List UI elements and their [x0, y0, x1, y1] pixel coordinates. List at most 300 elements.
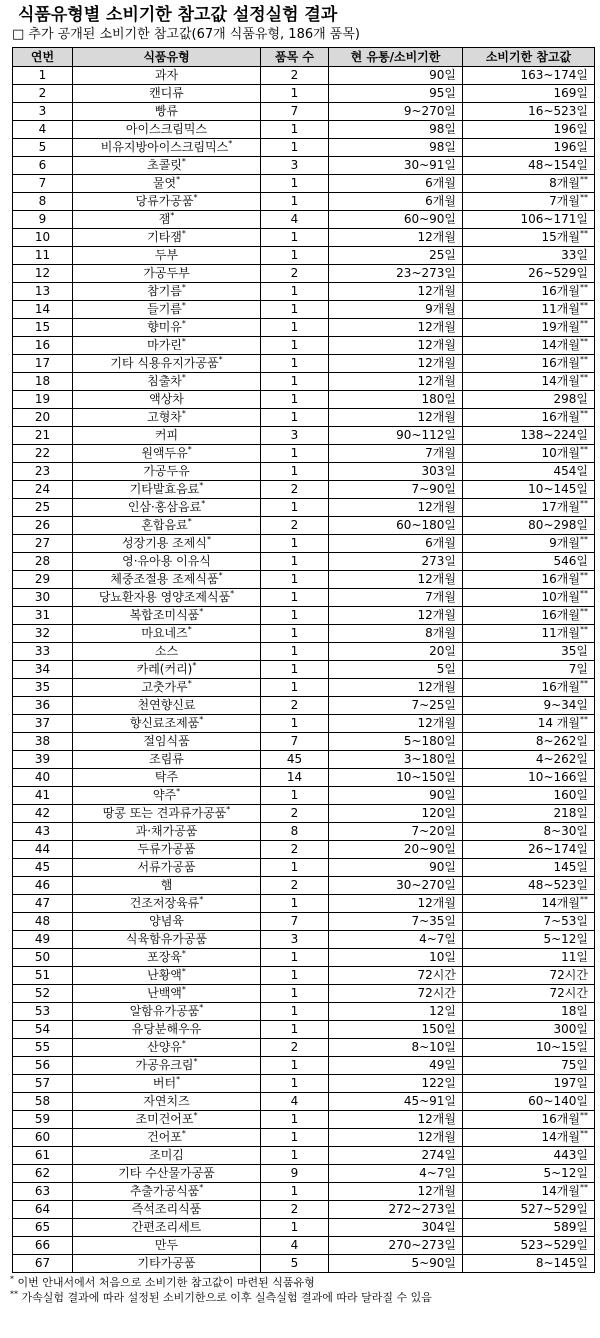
footnote-mark: **	[580, 229, 588, 238]
cell-current-date-text: 120일	[421, 806, 456, 820]
cell-current-date-text: 12개월	[417, 680, 456, 694]
cell-reference-value-text: 10~166일	[528, 770, 588, 784]
table-header-row	[13, 48, 595, 67]
cell-current-date	[329, 67, 463, 85]
cell-current-date-text: 8~10일	[411, 1040, 456, 1054]
cell-food-type-text: 즉석조리식품	[131, 1202, 202, 1216]
cell-no-text: 37	[34, 716, 51, 730]
cell-current-date	[329, 1129, 463, 1147]
footnote-text: 이번 안내서에서 처음으로 소비기한 참고값이 마련된 식품유형	[17, 1276, 315, 1289]
cell-current-date-text: 7개월	[425, 590, 456, 604]
cell-item-count-text: 1	[290, 788, 299, 802]
table-row	[13, 679, 595, 697]
cell-item-count-text: 2	[290, 518, 299, 532]
cell-food-type	[73, 211, 261, 229]
cell-reference-value	[463, 715, 595, 733]
cell-item-count-text: 1	[290, 680, 299, 694]
footnote-mark: *	[230, 589, 235, 598]
cell-current-date	[329, 157, 463, 175]
footnote-mark: *	[181, 949, 186, 958]
cell-item-count-text: 1	[290, 644, 299, 658]
cell-food-type	[73, 373, 261, 391]
cell-reference-value	[463, 1003, 595, 1021]
cell-no	[13, 499, 73, 517]
cell-reference-value-text: 16개월	[541, 572, 580, 586]
table-row	[13, 895, 595, 913]
cell-item-count	[261, 1201, 329, 1219]
cell-food-type	[73, 823, 261, 841]
cell-no	[13, 571, 73, 589]
cell-reference-value-text: 75일	[561, 1058, 588, 1072]
cell-current-date-text: 10일	[429, 950, 456, 964]
cell-no-text: 17	[34, 356, 51, 370]
footnote-mark: **	[580, 589, 588, 598]
cell-current-date-text: 90일	[429, 860, 456, 874]
cell-food-type-text: 체중조절용 조제식품	[110, 572, 219, 586]
cell-food-type-text: 간편조리세트	[131, 1220, 202, 1234]
cell-no	[13, 769, 73, 787]
cell-item-count	[261, 769, 329, 787]
cell-no	[13, 985, 73, 1003]
cell-no	[13, 1237, 73, 1255]
cell-reference-value	[463, 1021, 595, 1039]
cell-no	[13, 229, 73, 247]
cell-reference-value	[463, 139, 595, 157]
cell-no-text: 42	[34, 806, 51, 820]
cell-reference-value	[463, 409, 595, 427]
cell-item-count	[261, 121, 329, 139]
table-row	[13, 859, 595, 877]
table-row	[13, 1183, 595, 1201]
cell-no-text: 48	[34, 914, 51, 928]
cell-current-date-text: 12개월	[417, 608, 456, 622]
cell-food-type	[73, 1093, 261, 1111]
footnote-mark: *	[181, 157, 186, 166]
cell-current-date	[329, 751, 463, 769]
table-row	[13, 625, 595, 643]
cell-current-date	[329, 967, 463, 985]
cell-food-type	[73, 841, 261, 859]
cell-current-date-text: 274일	[421, 1148, 456, 1162]
cell-food-type-text: 약주	[152, 788, 177, 802]
cell-reference-value	[463, 733, 595, 751]
cell-item-count-text: 1	[290, 590, 299, 604]
cell-food-type-text: 기타발효음료	[129, 482, 200, 496]
cell-item-count-text: 3	[290, 158, 299, 172]
header-item-count: 품목 수	[261, 48, 329, 67]
cell-food-type-text: 난황액	[147, 968, 182, 982]
cell-reference-value-text: 16~523일	[528, 104, 588, 118]
cell-reference-value	[463, 517, 595, 535]
cell-food-type	[73, 229, 261, 247]
cell-current-date	[329, 283, 463, 301]
cell-reference-value	[463, 823, 595, 841]
footnote-mark: **	[580, 499, 588, 508]
cell-current-date-text: 303일	[421, 464, 456, 478]
cell-current-date-text: 7~35일	[411, 914, 456, 928]
cell-current-date-text: 12개월	[417, 374, 456, 388]
cell-no	[13, 355, 73, 373]
document-subtitle: □ 추가 공개된 소비기한 참고값(67개 식품유형, 186개 품목)	[12, 27, 361, 42]
cell-current-date-text: 12개월	[417, 572, 456, 586]
cell-item-count-text: 1	[290, 446, 299, 460]
cell-no	[13, 661, 73, 679]
table-row	[13, 985, 595, 1003]
cell-item-count	[261, 283, 329, 301]
cell-current-date	[329, 373, 463, 391]
cell-item-count	[261, 661, 329, 679]
cell-no-text: 59	[34, 1112, 51, 1126]
document-title: 식품유형별 소비기한 참고값 설정실험 결과	[18, 5, 338, 25]
cell-current-date-text: 12개월	[417, 230, 456, 244]
cell-food-type	[73, 553, 261, 571]
cell-reference-value	[463, 625, 595, 643]
cell-no	[13, 1057, 73, 1075]
cell-no	[13, 553, 73, 571]
cell-item-count	[261, 553, 329, 571]
cell-no	[13, 85, 73, 103]
cell-item-count-text: 4	[290, 1238, 299, 1252]
table-row	[13, 1129, 595, 1147]
cell-no	[13, 1129, 73, 1147]
cell-food-type	[73, 625, 261, 643]
cell-reference-value	[463, 679, 595, 697]
cell-reference-value-text: 11일	[561, 950, 588, 964]
cell-item-count-text: 1	[290, 986, 299, 1000]
cell-current-date-text: 4~7일	[419, 932, 456, 946]
cell-reference-value	[463, 103, 595, 121]
table-row	[13, 697, 595, 715]
cell-reference-value-text: 10개월	[541, 446, 580, 460]
table-row	[13, 1093, 595, 1111]
cell-food-type-text: 두부	[154, 248, 179, 262]
cell-reference-value-text: 16개월	[541, 1112, 580, 1126]
table-row	[13, 553, 595, 571]
cell-reference-value-text: 5~12일	[543, 1166, 588, 1180]
cell-food-type-text: 서류가공품	[137, 860, 196, 874]
cell-no	[13, 535, 73, 553]
table-row	[13, 319, 595, 337]
cell-current-date	[329, 715, 463, 733]
cell-current-date-text: 20~90일	[403, 842, 456, 856]
cell-no-text: 22	[34, 446, 51, 460]
cell-food-type	[73, 427, 261, 445]
cell-reference-value	[463, 643, 595, 661]
cell-item-count	[261, 895, 329, 913]
cell-item-count-text: 1	[290, 1220, 299, 1234]
cell-no-text: 49	[34, 932, 51, 946]
footnote-mark: **	[580, 895, 588, 904]
cell-reference-value	[463, 769, 595, 787]
cell-no	[13, 1075, 73, 1093]
footnote-mark: *	[176, 1075, 181, 1084]
footnote-mark: *	[199, 1003, 204, 1012]
cell-reference-value	[463, 1147, 595, 1165]
footnote-mark: *	[181, 373, 186, 382]
cell-reference-value	[463, 859, 595, 877]
footnote-mark: *	[218, 355, 223, 364]
table-row	[13, 751, 595, 769]
cell-current-date	[329, 1003, 463, 1021]
cell-no	[13, 967, 73, 985]
footnote-mark: *	[193, 193, 198, 202]
cell-current-date	[329, 391, 463, 409]
cell-current-date	[329, 1219, 463, 1237]
cell-no-text: 23	[34, 464, 51, 478]
cell-reference-value-text: 18일	[561, 1004, 588, 1018]
cell-food-type	[73, 985, 261, 1003]
cell-no	[13, 1147, 73, 1165]
cell-item-count-text: 3	[290, 932, 299, 946]
cell-food-type-text: 땅콩 또는 견과류가공품	[102, 806, 227, 820]
cell-item-count-text: 2	[290, 842, 299, 856]
footnote-mark: **	[580, 301, 588, 310]
cell-food-type	[73, 409, 261, 427]
cell-item-count	[261, 139, 329, 157]
cell-food-type-text: 절임식품	[143, 734, 190, 748]
cell-item-count	[261, 607, 329, 625]
cell-food-type-text: 향미유	[147, 320, 182, 334]
cell-food-type-text: 기타 식용유지가공품	[110, 356, 219, 370]
cell-food-type-text: 당뇨환자용 영양조제식품	[98, 590, 231, 604]
cell-reference-value-text: 7일	[568, 662, 588, 676]
cell-current-date	[329, 535, 463, 553]
cell-no-text: 24	[34, 482, 51, 496]
cell-item-count-text: 1	[290, 536, 299, 550]
cell-item-count-text: 1	[290, 320, 299, 334]
cell-item-count-text: 1	[290, 374, 299, 388]
cell-current-date	[329, 931, 463, 949]
footnote-mark: *	[218, 571, 223, 580]
cell-reference-value-text: 298일	[553, 392, 588, 406]
footnote-mark: *	[199, 607, 204, 616]
cell-item-count-text: 9	[290, 1166, 299, 1180]
cell-food-type	[73, 877, 261, 895]
cell-reference-value	[463, 967, 595, 985]
cell-no	[13, 337, 73, 355]
cell-food-type-text: 혼합음료	[141, 518, 188, 532]
cell-reference-value-text: 48~154일	[528, 158, 588, 172]
cell-current-date-text: 8개월	[425, 626, 456, 640]
cell-food-type	[73, 301, 261, 319]
cell-food-type-text: 향신료조제품	[129, 716, 200, 730]
cell-current-date-text: 270~273일	[388, 1238, 456, 1252]
table-row	[13, 1057, 595, 1075]
cell-item-count	[261, 1111, 329, 1129]
cell-current-date-text: 12개월	[417, 500, 456, 514]
cell-food-type	[73, 193, 261, 211]
cell-no-text: 36	[34, 698, 51, 712]
cell-item-count-text: 1	[290, 626, 299, 640]
cell-no-text: 60	[34, 1130, 51, 1144]
cell-reference-value-text: 5~12일	[543, 932, 588, 946]
cell-no	[13, 805, 73, 823]
table-row	[13, 571, 595, 589]
cell-food-type-text: 커피	[154, 428, 179, 442]
cell-item-count-text: 4	[290, 212, 299, 226]
cell-food-type	[73, 121, 261, 139]
cell-no-text: 64	[34, 1202, 51, 1216]
cell-item-count	[261, 715, 329, 733]
cell-item-count-text: 2	[290, 1202, 299, 1216]
cell-food-type	[73, 463, 261, 481]
cell-food-type	[73, 1255, 261, 1273]
cell-current-date-text: 10~150일	[396, 770, 456, 784]
cell-no	[13, 697, 73, 715]
footnote-mark: **	[580, 445, 588, 454]
cell-reference-value-text: 16개월	[541, 608, 580, 622]
cell-item-count-text: 1	[290, 284, 299, 298]
cell-item-count	[261, 1057, 329, 1075]
cell-reference-value-text: 145일	[553, 860, 588, 874]
cell-item-count	[261, 841, 329, 859]
cell-reference-value-text: 4~262일	[535, 752, 588, 766]
cell-no	[13, 103, 73, 121]
cell-item-count	[261, 1183, 329, 1201]
table-row	[13, 103, 595, 121]
cell-no	[13, 409, 73, 427]
footnote-mark: *	[199, 481, 204, 490]
cell-item-count	[261, 985, 329, 1003]
cell-no	[13, 589, 73, 607]
cell-food-type	[73, 67, 261, 85]
cell-reference-value-text: 454일	[553, 464, 588, 478]
cell-item-count-text: 1	[290, 302, 299, 316]
cell-item-count-text: 2	[290, 878, 299, 892]
cell-no	[13, 247, 73, 265]
cell-no-text: 51	[34, 968, 51, 982]
cell-item-count-text: 7	[290, 914, 299, 928]
footnote-mark: **	[580, 373, 588, 382]
cell-item-count	[261, 247, 329, 265]
table-row	[13, 1147, 595, 1165]
cell-item-count	[261, 463, 329, 481]
cell-item-count	[261, 1255, 329, 1273]
cell-item-count-text: 7	[290, 104, 299, 118]
cell-food-type	[73, 733, 261, 751]
cell-no-text: 38	[34, 734, 51, 748]
cell-food-type	[73, 805, 261, 823]
cell-current-date	[329, 949, 463, 967]
cell-no-text: 18	[34, 374, 51, 388]
cell-food-type	[73, 1075, 261, 1093]
cell-item-count	[261, 1021, 329, 1039]
cell-current-date	[329, 841, 463, 859]
cell-current-date	[329, 1057, 463, 1075]
table-row	[13, 1111, 595, 1129]
cell-food-type-text: 카레(커리)	[136, 662, 193, 676]
footnote-mark: **	[580, 625, 588, 634]
cell-reference-value	[463, 1165, 595, 1183]
reference-table	[12, 47, 595, 1273]
cell-item-count-text: 1	[290, 464, 299, 478]
cell-reference-value-text: 9개월	[549, 536, 580, 550]
table-row	[13, 733, 595, 751]
cell-no-text: 66	[34, 1238, 51, 1252]
cell-current-date	[329, 247, 463, 265]
cell-food-type	[73, 1003, 261, 1021]
cell-no-text: 67	[34, 1256, 51, 1270]
table-row	[13, 769, 595, 787]
cell-current-date	[329, 139, 463, 157]
cell-food-type-text: 영·유아용 이유식	[122, 554, 211, 568]
cell-reference-value	[463, 1201, 595, 1219]
cell-item-count-text: 3	[290, 428, 299, 442]
cell-no-text: 52	[34, 986, 51, 1000]
table-row	[13, 409, 595, 427]
cell-no	[13, 859, 73, 877]
cell-reference-value	[463, 985, 595, 1003]
cell-reference-value-text: 9~34일	[543, 698, 588, 712]
cell-item-count	[261, 301, 329, 319]
header-no: 연번	[13, 48, 73, 67]
cell-no	[13, 787, 73, 805]
cell-food-type	[73, 319, 261, 337]
cell-current-date	[329, 661, 463, 679]
footnote-2	[10, 1290, 596, 1305]
cell-reference-value-text: 14개월	[541, 1130, 580, 1144]
cell-reference-value	[463, 1255, 595, 1273]
table-row	[13, 175, 595, 193]
cell-reference-value	[463, 463, 595, 481]
cell-item-count	[261, 1219, 329, 1237]
footnote-mark: *	[181, 1129, 186, 1138]
cell-current-date	[329, 1201, 463, 1219]
cell-item-count-text: 7	[290, 734, 299, 748]
cell-no	[13, 67, 73, 85]
cell-food-type-text: 과자	[154, 68, 179, 82]
cell-no	[13, 481, 73, 499]
cell-no-text: 62	[34, 1166, 51, 1180]
cell-food-type	[73, 247, 261, 265]
cell-food-type	[73, 679, 261, 697]
cell-no	[13, 1165, 73, 1183]
cell-current-date-text: 12개월	[417, 284, 456, 298]
cell-no-text: 20	[34, 410, 51, 424]
cell-current-date-text: 4~7일	[419, 1166, 456, 1180]
cell-no-text: 11	[34, 248, 51, 262]
cell-reference-value	[463, 1075, 595, 1093]
cell-current-date-text: 7개월	[425, 446, 456, 460]
cell-no-text: 4	[38, 122, 47, 136]
cell-reference-value-text: 11개월	[541, 626, 580, 640]
cell-current-date-text: 49일	[429, 1058, 456, 1072]
cell-no	[13, 643, 73, 661]
cell-food-type	[73, 859, 261, 877]
cell-reference-value	[463, 85, 595, 103]
cell-item-count-text: 1	[290, 500, 299, 514]
cell-reference-value	[463, 787, 595, 805]
cell-item-count-text: 8	[290, 824, 299, 838]
footnote-mark: **	[580, 319, 588, 328]
cell-reference-value-text: 14개월	[541, 1184, 580, 1198]
cell-current-date	[329, 805, 463, 823]
cell-no-text: 12	[34, 266, 51, 280]
cell-current-date	[329, 1237, 463, 1255]
cell-current-date	[329, 1255, 463, 1273]
cell-reference-value-text: 160일	[553, 788, 588, 802]
table-row	[13, 301, 595, 319]
cell-food-type	[73, 571, 261, 589]
cell-food-type-text: 복합조미식품	[129, 608, 200, 622]
cell-reference-value	[463, 949, 595, 967]
cell-reference-value	[463, 265, 595, 283]
cell-item-count	[261, 751, 329, 769]
footnote-mark: *	[181, 337, 186, 346]
cell-reference-value	[463, 697, 595, 715]
cell-current-date	[329, 913, 463, 931]
cell-reference-value	[463, 121, 595, 139]
